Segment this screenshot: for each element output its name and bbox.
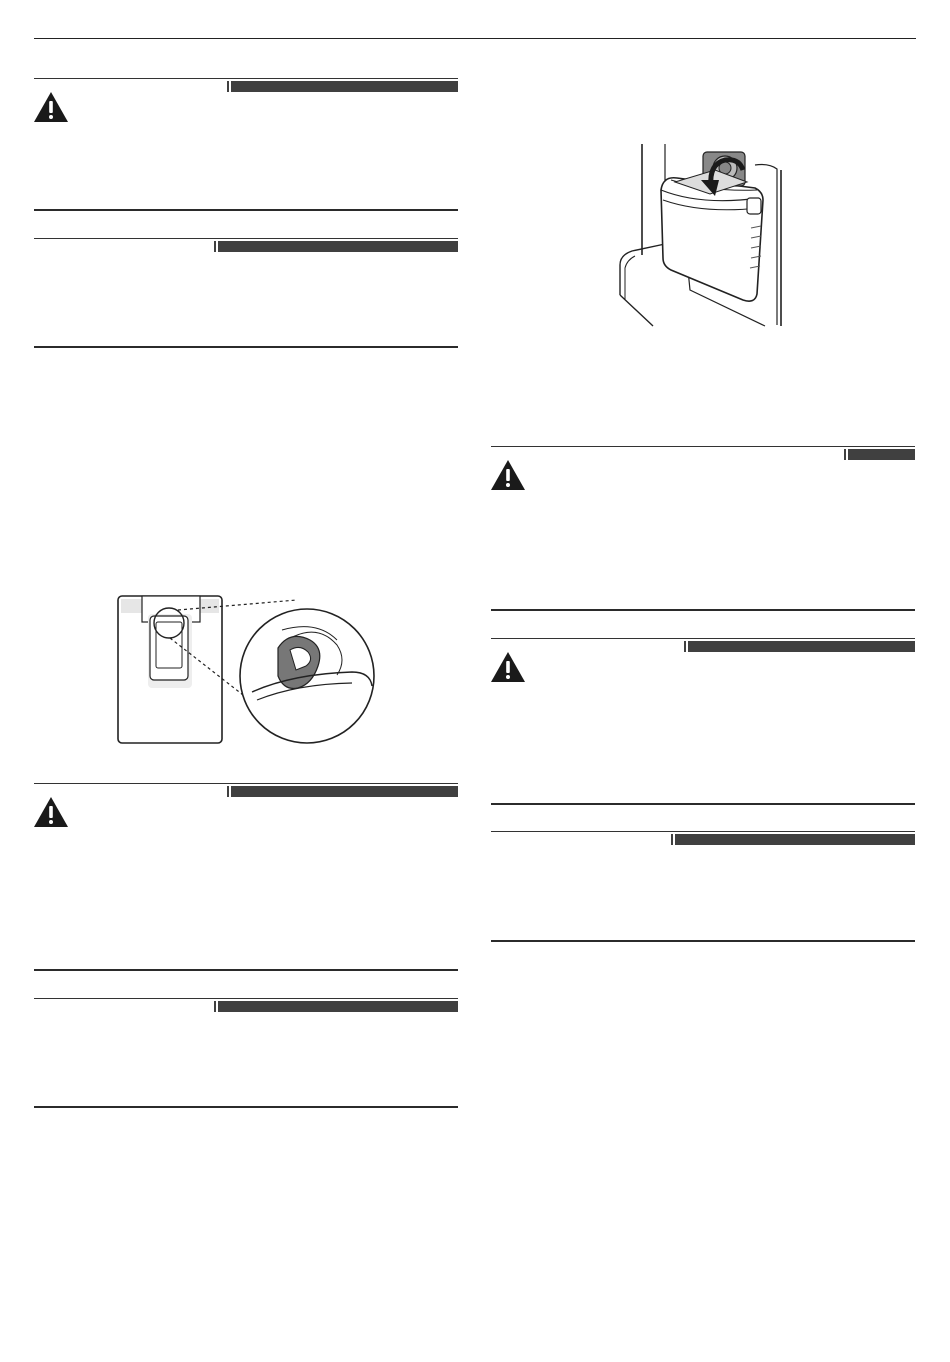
dispenser-detail-illustration xyxy=(112,590,382,755)
notice-3-header-bar xyxy=(231,786,458,797)
notice-1-header-bar xyxy=(231,81,458,92)
notice-2-top-rule xyxy=(34,238,458,239)
warning-triangle-icon xyxy=(33,796,69,828)
notice-2-bottom-rule xyxy=(34,346,458,348)
notice-5-bottom-rule xyxy=(491,609,915,611)
notice-4-top-rule xyxy=(34,998,458,999)
notice-6-bottom-rule xyxy=(491,803,915,805)
notice-1-top-rule xyxy=(34,78,458,79)
notice-5-header-bar xyxy=(848,449,915,460)
notice-5-top-rule xyxy=(491,446,915,447)
notice-7-header-bar xyxy=(675,834,915,845)
notice-3-top-rule xyxy=(34,783,458,784)
notice-4-header-bar xyxy=(218,1001,458,1012)
top-rule xyxy=(34,38,916,39)
notice-2-header-bar xyxy=(218,241,458,252)
notice-7-top-rule xyxy=(491,831,915,832)
warning-triangle-icon xyxy=(33,91,69,123)
warning-triangle-icon xyxy=(490,651,526,683)
notice-1-bottom-rule xyxy=(34,209,458,211)
notice-3-bottom-rule xyxy=(34,969,458,971)
ice-bucket-removal-illustration xyxy=(615,140,790,330)
notice-7-bottom-rule xyxy=(491,940,915,942)
notice-6-top-rule xyxy=(491,638,915,639)
warning-triangle-icon xyxy=(490,459,526,491)
notice-6-header-bar xyxy=(688,641,915,652)
notice-4-bottom-rule xyxy=(34,1106,458,1108)
